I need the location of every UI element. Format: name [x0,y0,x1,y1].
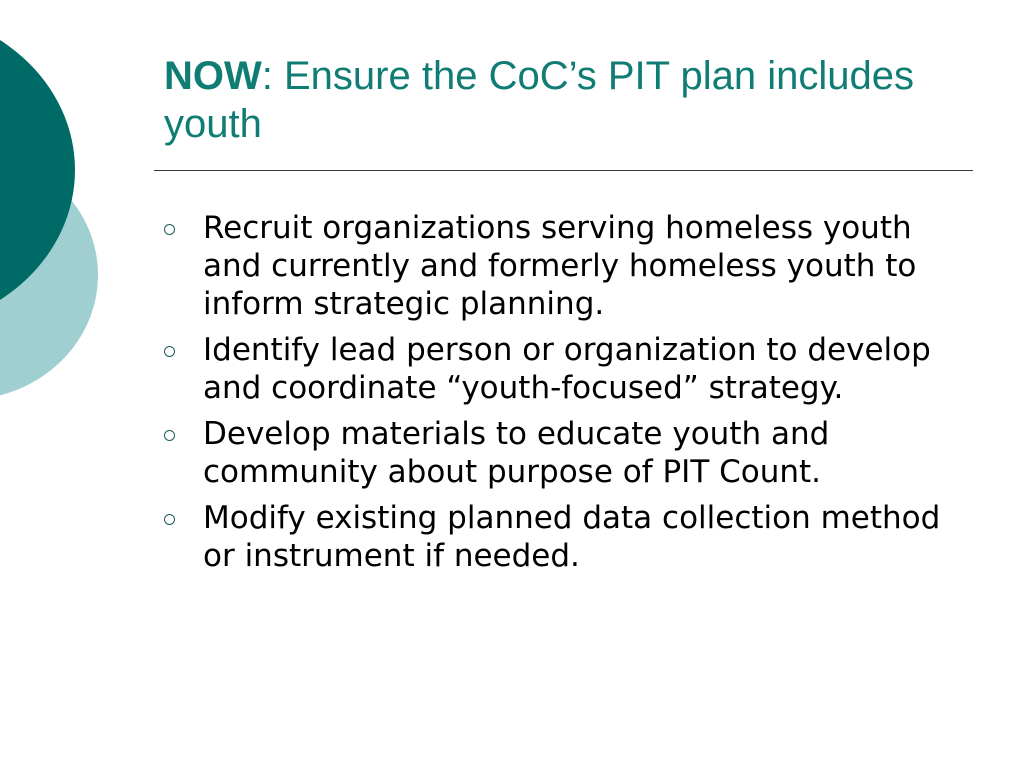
title-divider [154,170,973,171]
slide-title [164,52,964,148]
bullet-item [164,415,964,491]
title-emphasis: NOW [164,54,262,98]
title-text: : Ensure the CoC’s PIT plan includes youth [164,54,914,146]
bullet-item [164,209,964,323]
bullet-item [164,499,964,575]
bullet-list [164,209,964,583]
bullet-text: Recruit organizations serving homeless youth and currently and formerly homeless youth to inform strategic planning. [203,210,917,322]
bullet-item [164,331,964,407]
hollow-circle-icon [164,224,175,235]
bullet-text: Develop materials to educate youth and community about purpose of PIT Count. [203,416,830,490]
hollow-circle-icon [164,346,175,357]
hollow-circle-icon [164,430,175,441]
hollow-circle-icon [164,514,175,525]
bullet-text: Identify lead person or organization to develop and coordinate “youth-focused” strategy. [203,332,931,406]
bullet-text: Modify existing planned data collection method or instrument if needed. [203,500,941,574]
